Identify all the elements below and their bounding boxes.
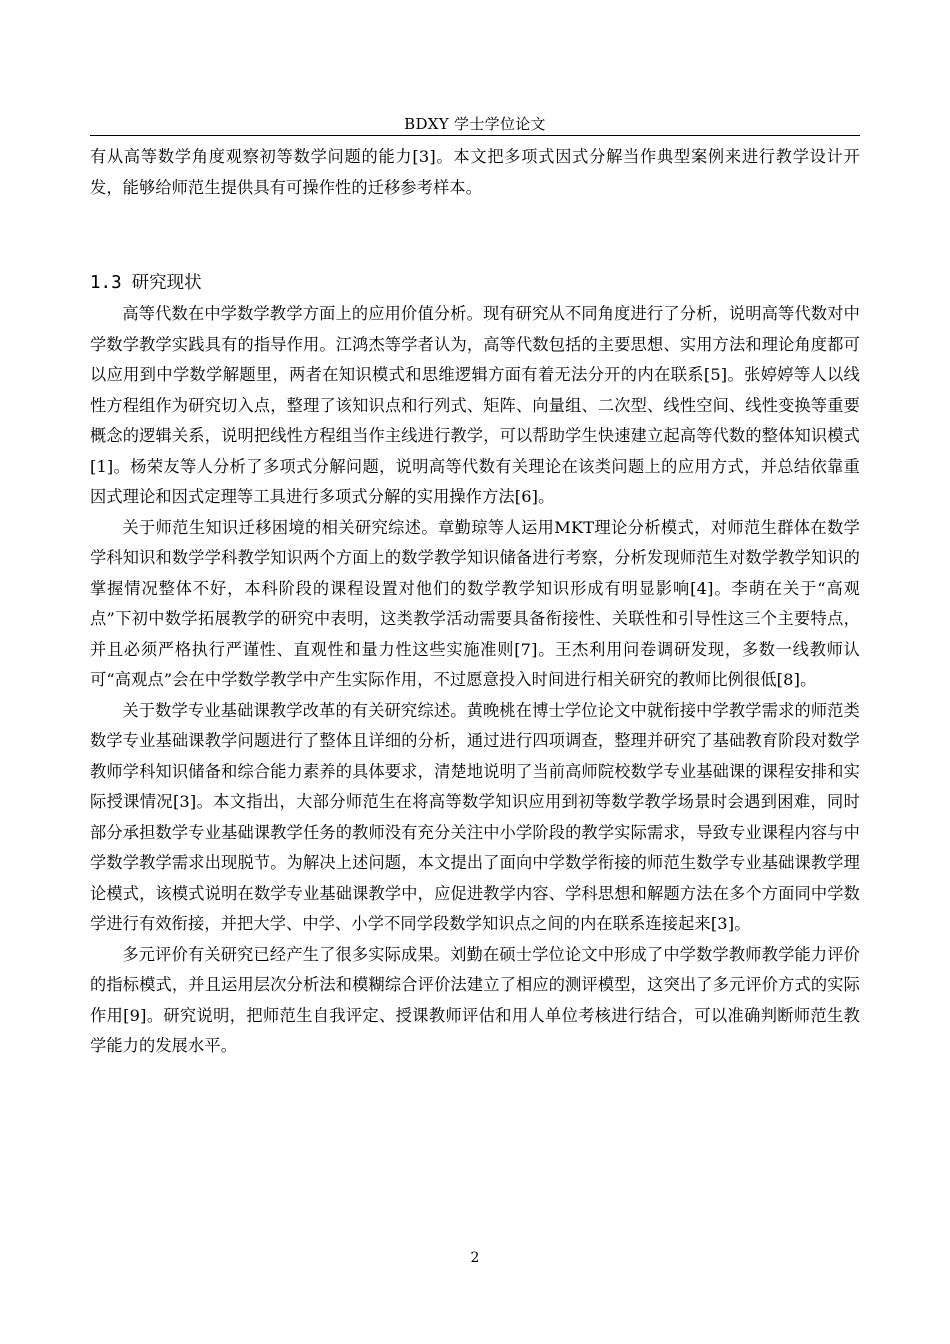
header-rule [90,135,860,136]
paragraph-course-reform: 关于数学专业基础课教学改革的有关研究综述。黄晚桃在博士学位论文中就衔接中学教学需求的师范类数学专业基础课教学问题进行了整体且详细的分析，通过进行四项调查，整理并研究了基础教育阶段对数学教师学科知识储备和综合能力素养的具体要求，清楚地说明了当前高师院校数学专业基础课的课程安排和实际授课情况[3]。本文指出，大部分师范生在将高等数学知识应用到初等数学教学场景时会遇到困难，同时部分承担数学专业基础课教学任务的教师没有充分关注中小学阶段的教学实际需求，导致专业课程内容与中学数学教学需求出现脱节。为解决上述问题，本文提出了面向中学数学衔接的师范生数学专业基础课教学理论模式，该模式说明在数学专业基础课教学中，应促进教学内容、学科思想和解题方法在多个方面同中学数学进行有效衔接，并把大学、中学、小学不同学段数学知识点之间的内在联系连接起来[3]。 [90,700,860,933]
section-heading [90,268,202,298]
page-number: 2 [470,1250,480,1266]
paragraph-knowledge-transfer: 关于师范生知识迁移困境的相关研究综述。章勤琼等人运用MKT理论分析模式，对师范生群体在数学学科知识和数学学科教学知识两个方面上的数学教学知识储备进行考察，分析发现师范生对数学教学知识的掌握情况整体不好，本科阶段的课程设置对他们的数学教学知识形成有明显影响[4]。李萌在关于“高观点”下初中数学拓展教学的研究中表明，这类教学活动需要具备衔接性、关联性和引导性这三个主要特点，并且必须严格执行严谨性、直观性和量力性这些实施准则[7]。王杰利用问卷调研发现，多数一线教师认可“高观点”会在中学数学教学中产生实际作用，不过愿意投入时间进行相关研究的教师比例很低[8]。 [90,517,860,689]
paragraph-multi-evaluation: 多元评价有关研究已经产生了很多实际成果。刘勤在硕士学位论文中形成了中学数学教师教学能力评价的指标模式，并且运用层次分析法和模糊综合评价法建立了相应的测评模型，这突出了多元评价方式的实际作用[9]。研究说明，把师范生自我评定、授课教师评估和用人单位考核进行结合，可以准确判断师范生教学能力的发展水平。 [90,944,860,1055]
paragraph-higher-algebra: 高等代数在中学数学教学方面上的应用价值分析。现有研究从不同角度进行了分析，说明高等代数对中学数学教学实践具有的指导作用。江鸿杰等学者认为，高等代数包括的主要思想、实用方法和理论角度都可以应用到中学数学解题里，两者在知识模式和思维逻辑方面有着无法分开的内在联系[5]。张婷婷等人以线性方程组作为研究切入点，整理了该知识点和行列式、矩阵、向量组、二次型、线性空间、线性变换等重要概念的逻辑关系，说明把线性方程组当作主线进行教学，可以帮助学生快速建立起高等代数的整体知识模式[1]。杨荣友等人分析了多项式分解问题，说明高等代数有关理论在该类问题上的应用方式，并总结依靠重因式理论和因式定理等工具进行多项式分解的实用操作方法[6]。 [90,304,860,506]
section-body [90,299,860,1062]
intro-text-block [90,142,860,203]
intro-paragraph: 有从高等数学角度观察初等数学问题的能力[3]。本文把多项式因式分解当作典型案例来进行教学设计开发，能够给师范生提供具有可操作性的迁移参考样本。 [90,147,860,197]
section-number: 1.3 [90,273,122,293]
running-header: BDXY 学士学位论文 [404,115,546,133]
section-title: 研究现状 [131,273,202,293]
